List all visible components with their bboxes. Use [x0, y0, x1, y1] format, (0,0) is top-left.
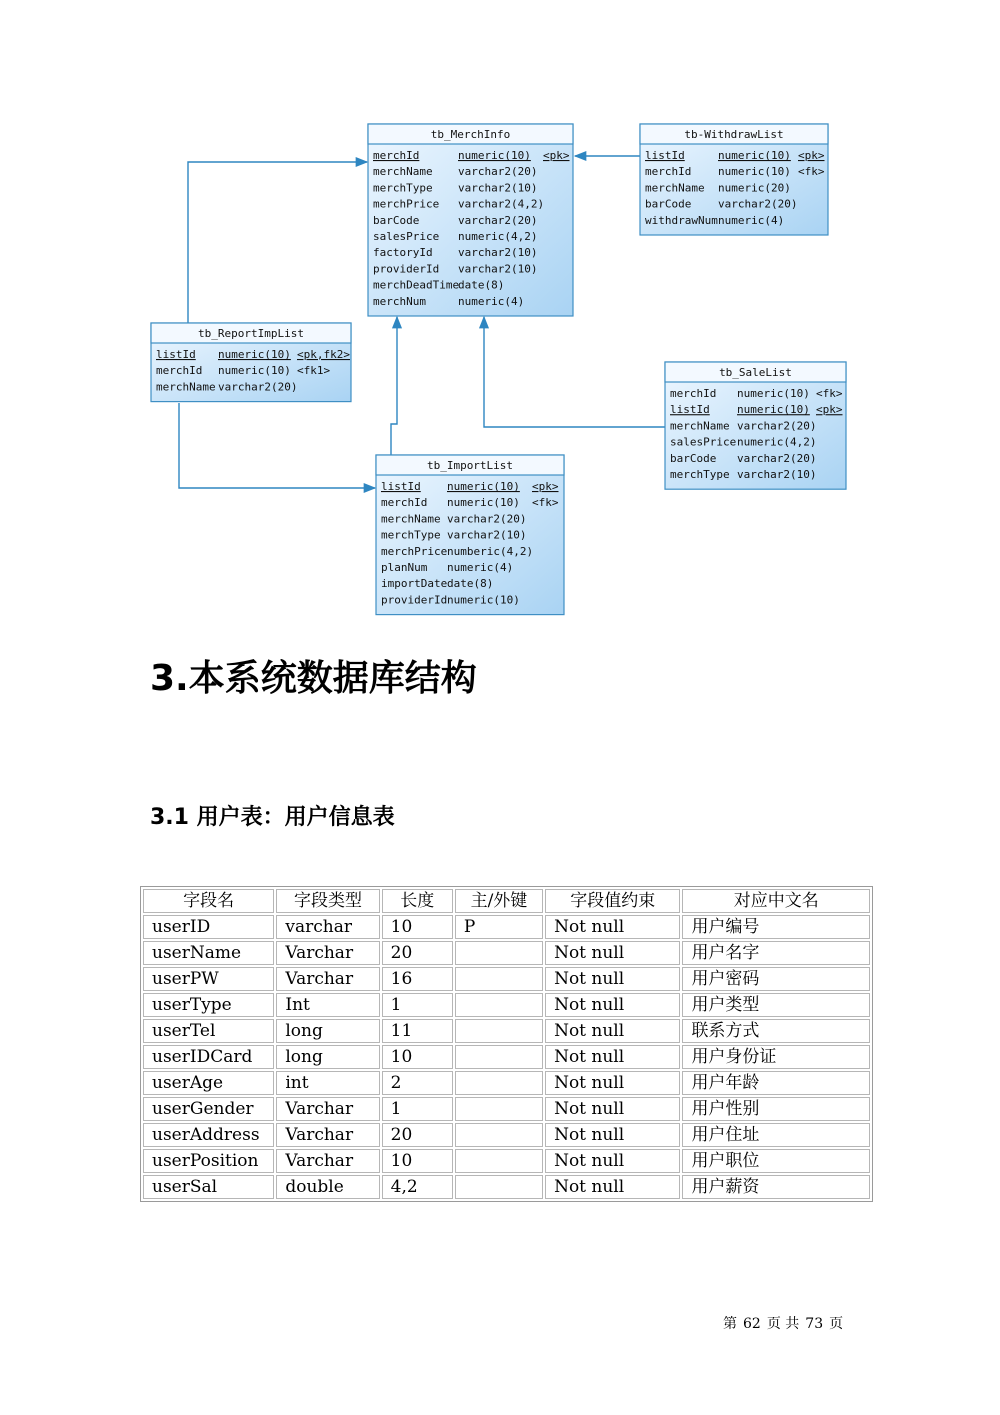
- entity-column-name: barCode: [373, 213, 420, 227]
- entity-column-key: <pk>: [532, 480, 559, 493]
- entity-column-name: barCode: [670, 451, 717, 465]
- entity-column-key: <pk>: [816, 403, 843, 417]
- entity-column-key: <pk>: [543, 149, 570, 162]
- cell-field-type: double: [276, 1175, 379, 1199]
- entity-column-type: numeric(20): [718, 181, 791, 195]
- entity-column-name: planNum: [381, 561, 428, 574]
- entity-column-type: numeric(10): [458, 149, 531, 162]
- cell-field-type: Int: [276, 993, 379, 1017]
- entity-column-name: merchType: [670, 468, 730, 481]
- cell-constraint: Not null: [545, 941, 680, 965]
- cell-constraint: Not null: [545, 915, 680, 939]
- table-row: [143, 1097, 870, 1121]
- entity-column-type: varchar2(4,2): [458, 197, 545, 211]
- cell-chinese-name: 用户薪资: [682, 1175, 870, 1199]
- cell-field-type: long: [276, 1019, 379, 1043]
- table-row: [143, 1019, 870, 1043]
- entity-reportimp: [151, 323, 351, 402]
- cell-key: [455, 1071, 543, 1095]
- entity-title: tb_ImportList: [426, 459, 514, 472]
- user-info-table: [141, 887, 872, 1201]
- entity-title: tb_ReportImpList: [198, 327, 304, 340]
- entity-column-type: varchar2(20): [458, 165, 538, 179]
- entity-column-type: numeric(4,2): [737, 435, 817, 449]
- cell-field-type: Varchar: [276, 1149, 379, 1173]
- entity-column-type: numeric(4): [718, 213, 785, 227]
- entity-column-name: factoryId: [373, 246, 433, 260]
- entity-column-type: varchar2(20): [218, 380, 298, 394]
- entity-column-name: merchPrice: [381, 544, 448, 558]
- cell-length: 4,2: [382, 1175, 453, 1199]
- user-info-table-container: [140, 886, 873, 1202]
- header-chinese-name: 对应中文名: [682, 889, 870, 913]
- entity-column-type: varchar2(20): [458, 213, 538, 227]
- cell-field-type: Varchar: [276, 1097, 379, 1121]
- entity-column-type: varchar2(10): [458, 262, 538, 276]
- entity-column-type: numeric(10): [737, 387, 810, 400]
- entity-column-name: merchType: [373, 181, 433, 195]
- cell-field-name: userSal: [143, 1175, 274, 1199]
- cell-constraint: Not null: [545, 1097, 680, 1121]
- entity-column-type: numberic(4,2): [447, 544, 534, 558]
- section-title: 3.本系统数据库结构: [150, 658, 477, 699]
- entity-column-key: <fk>: [816, 387, 843, 400]
- entity-column-name: salesPrice: [373, 230, 440, 243]
- cell-constraint: Not null: [545, 993, 680, 1017]
- cell-field-type: Varchar: [276, 941, 379, 965]
- entity-column-name: providerId: [381, 593, 448, 607]
- cell-constraint: Not null: [545, 1175, 680, 1199]
- cell-constraint: Not null: [545, 1019, 680, 1043]
- cell-length: 1: [382, 1097, 453, 1121]
- entity-column-name: merchName: [645, 181, 705, 195]
- cell-key: [455, 941, 543, 965]
- cell-field-type: Varchar: [276, 967, 379, 991]
- cell-field-name: userPosition: [143, 1149, 274, 1173]
- entity-column-key: <fk1>: [297, 364, 331, 378]
- entity-merchinfo: [368, 124, 573, 316]
- cell-chinese-name: 用户编号: [682, 915, 870, 939]
- cell-key: [455, 1097, 543, 1121]
- cell-chinese-name: 用户性别: [682, 1097, 870, 1121]
- entity-column-name: merchDeadTime: [373, 278, 460, 292]
- subsection-title: 3.1 用户表：用户信息表: [150, 805, 395, 830]
- cell-field-name: userTel: [143, 1019, 274, 1043]
- cell-chinese-name: 用户年龄: [682, 1071, 870, 1095]
- cell-length: 10: [382, 1045, 453, 1069]
- cell-key: [455, 1149, 543, 1173]
- entity-title: tb_MerchInfo: [430, 128, 511, 141]
- entity-column-name: providerId: [373, 262, 440, 276]
- cell-key: [455, 1175, 543, 1199]
- entity-column-key: <fk>: [798, 165, 825, 179]
- entity-column-type: varchar2(10): [458, 181, 538, 195]
- table-row: [143, 1045, 870, 1069]
- table-row: [143, 915, 870, 939]
- entity-column-name: listId: [156, 348, 196, 361]
- connector-reportimp-merchinfo: [188, 162, 367, 323]
- header-field-name: 字段名: [143, 889, 274, 913]
- table-row: [143, 941, 870, 965]
- cell-field-name: userGender: [143, 1097, 274, 1121]
- table-row: [143, 1071, 870, 1095]
- cell-chinese-name: 联系方式: [682, 1019, 870, 1043]
- cell-length: 1: [382, 993, 453, 1017]
- cell-field-type: varchar: [276, 915, 379, 939]
- entity-column-type: numeric(10): [447, 496, 520, 510]
- connector-importlist-merchinfo: [391, 317, 397, 455]
- entity-column-type: varchar2(10): [737, 468, 817, 481]
- entity-column-key: <pk,fk2>: [297, 348, 350, 361]
- table-row: [143, 967, 870, 991]
- cell-chinese-name: 用户职位: [682, 1149, 870, 1173]
- entity-column-name: merchName: [156, 380, 216, 394]
- entity-column-name: merchName: [373, 165, 433, 179]
- entity-column-type: numeric(10): [718, 149, 791, 162]
- entity-column-name: withdrawNum: [645, 213, 718, 227]
- cell-field-name: userIDCard: [143, 1045, 274, 1069]
- cell-field-name: userPW: [143, 967, 274, 991]
- cell-length: 10: [382, 1149, 453, 1173]
- entity-column-type: date(8): [447, 577, 494, 591]
- entity-column-name: merchName: [670, 419, 730, 433]
- entity-column-type: numeric(10): [447, 593, 520, 607]
- entity-title: tb_SaleList: [719, 366, 792, 379]
- entity-column-type: varchar2(20): [737, 419, 817, 433]
- entity-title: tb-WithdrawList: [684, 128, 784, 141]
- header-field-type: 字段类型: [276, 889, 379, 913]
- cell-length: 20: [382, 1123, 453, 1147]
- header-constraint: 字段值约束: [545, 889, 680, 913]
- page-footer: [720, 1313, 846, 1333]
- cell-length: 11: [382, 1019, 453, 1043]
- entity-column-name: listId: [670, 403, 710, 417]
- header-length: 长度: [382, 889, 453, 913]
- er-diagram: [0, 0, 1000, 630]
- entity-column-type: numeric(10): [218, 364, 291, 378]
- cell-chinese-name: 用户住址: [682, 1123, 870, 1147]
- entity-column-name: merchId: [645, 165, 692, 179]
- footer-mid: 页 共: [766, 1316, 800, 1332]
- entity-column-name: merchType: [381, 528, 441, 542]
- table-row: [143, 1175, 870, 1199]
- entity-withdraw: [640, 124, 828, 235]
- cell-field-name: userType: [143, 993, 274, 1017]
- cell-constraint: Not null: [545, 1045, 680, 1069]
- cell-chinese-name: 用户身份证: [682, 1045, 870, 1069]
- entity-column-name: merchNum: [373, 294, 426, 308]
- entity-column-name: barCode: [645, 197, 692, 211]
- cell-chinese-name: 用户密码: [682, 967, 870, 991]
- entity-column-type: numeric(10): [218, 348, 291, 361]
- entity-column-name: listId: [645, 149, 685, 162]
- cell-key: [455, 993, 543, 1017]
- entity-column-name: importDate: [381, 577, 448, 591]
- cell-key: [455, 1045, 543, 1069]
- cell-chinese-name: 用户类型: [682, 993, 870, 1017]
- footer-page-number: 62: [743, 1316, 761, 1332]
- entity-column-name: merchId: [670, 387, 717, 400]
- cell-field-type: Varchar: [276, 1123, 379, 1147]
- entity-column-type: numeric(10): [737, 403, 810, 417]
- entity-column-type: varchar2(10): [458, 246, 538, 260]
- entity-column-type: varchar2(10): [447, 528, 527, 542]
- cell-constraint: Not null: [545, 1071, 680, 1095]
- entity-column-type: numeric(10): [447, 480, 520, 493]
- entity-column-type: numeric(4): [447, 561, 514, 574]
- entity-column-name: merchId: [156, 364, 203, 378]
- table-header-row: [143, 889, 870, 913]
- footer-total-pages: 73: [805, 1316, 824, 1332]
- entity-column-name: merchPrice: [373, 197, 440, 211]
- cell-field-name: userAge: [143, 1071, 274, 1095]
- cell-length: 2: [382, 1071, 453, 1095]
- cell-chinese-name: 用户名字: [682, 941, 870, 965]
- cell-length: 10: [382, 915, 453, 939]
- entity-column-name: salesPrice: [670, 435, 737, 449]
- entity-column-type: date(8): [458, 278, 505, 292]
- cell-constraint: Not null: [545, 1123, 680, 1147]
- cell-field-name: userID: [143, 915, 274, 939]
- entity-importlist: [376, 455, 564, 615]
- entity-column-type: varchar2(20): [718, 197, 798, 211]
- cell-field-type: int: [276, 1071, 379, 1095]
- entity-column-type: numeric(10): [718, 165, 791, 179]
- footer-suffix: 页: [829, 1316, 844, 1332]
- entity-column-type: varchar2(20): [737, 451, 817, 465]
- cell-field-name: userName: [143, 941, 274, 965]
- entity-column-type: numeric(4): [458, 294, 525, 308]
- entity-salelist: [665, 362, 846, 489]
- table-row: [143, 993, 870, 1017]
- entity-column-type: varchar2(20): [447, 512, 527, 526]
- entity-column-type: numeric(4,2): [458, 230, 538, 243]
- cell-field-name: userAddress: [143, 1123, 274, 1147]
- cell-key: [455, 967, 543, 991]
- connector-salelist-merchinfo: [484, 317, 665, 427]
- cell-length: 20: [382, 941, 453, 965]
- entity-column-key: <pk>: [798, 149, 825, 162]
- table-row: [143, 1123, 870, 1147]
- entity-column-name: merchName: [381, 512, 441, 526]
- entity-column-name: merchId: [381, 496, 428, 510]
- table-row: [143, 1149, 870, 1173]
- cell-constraint: Not null: [545, 967, 680, 991]
- cell-key: [455, 1019, 543, 1043]
- cell-key: [455, 1123, 543, 1147]
- footer-prefix: 第: [723, 1316, 737, 1332]
- cell-field-type: long: [276, 1045, 379, 1069]
- cell-constraint: Not null: [545, 1149, 680, 1173]
- entity-column-key: <fk>: [532, 496, 559, 510]
- entity-column-name: merchId: [373, 149, 420, 162]
- cell-key: P: [455, 915, 543, 939]
- connector-reportimp-importlist: [179, 403, 375, 488]
- header-key: 主/外键: [455, 889, 543, 913]
- entity-column-name: listId: [381, 480, 421, 493]
- cell-length: 16: [382, 967, 453, 991]
